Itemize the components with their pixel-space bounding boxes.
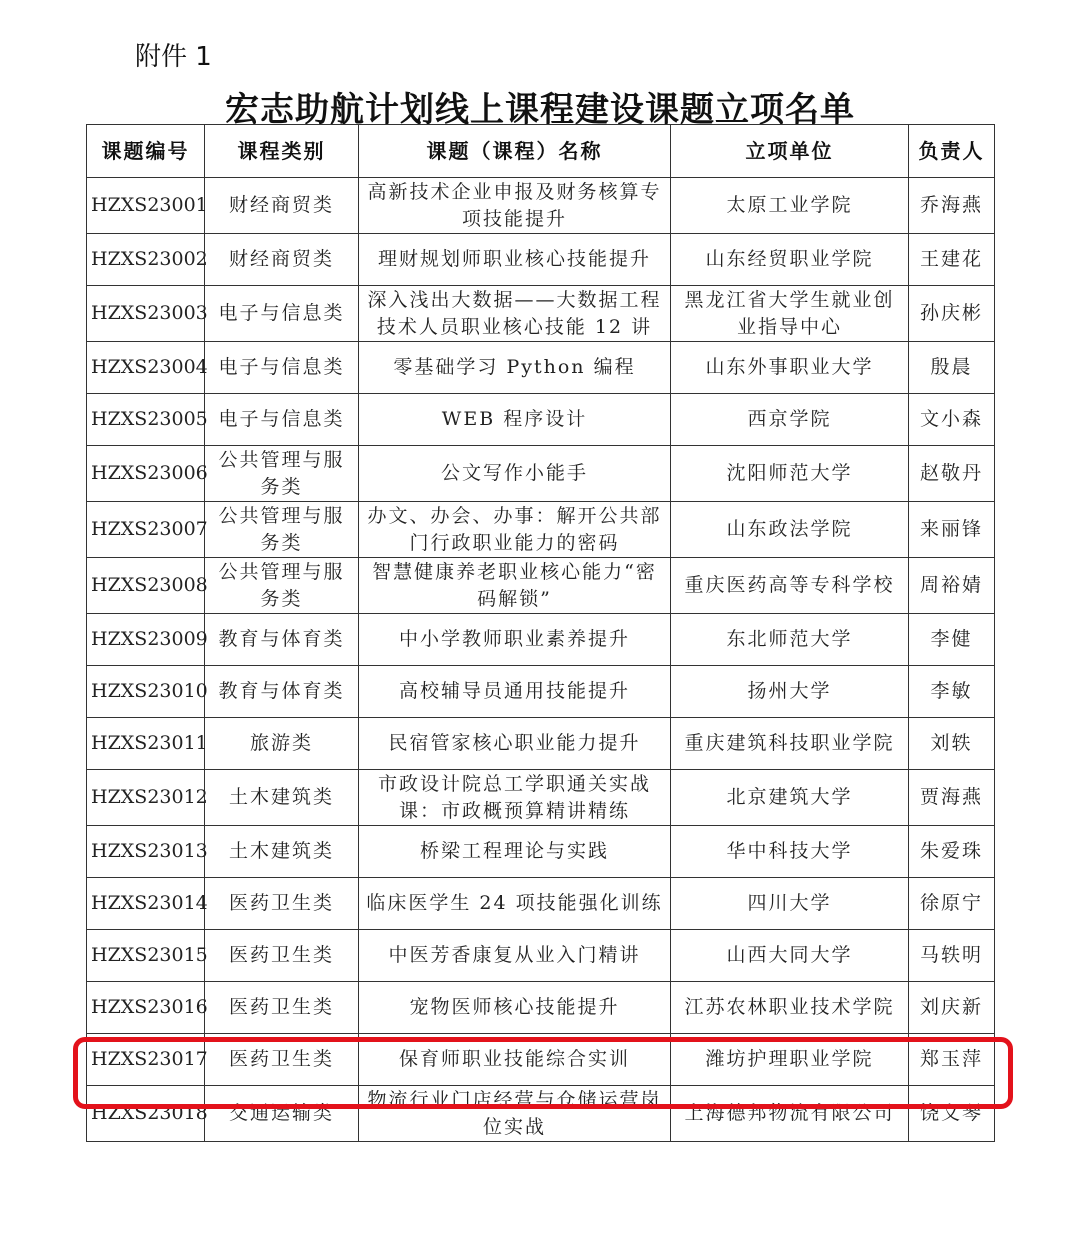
- cell-code: HZXS23013: [87, 826, 205, 878]
- header-person: 负责人: [909, 125, 995, 178]
- cell-unit: 华中科技大学: [671, 826, 909, 878]
- table-row: [87, 446, 995, 502]
- table-row: [87, 286, 995, 342]
- cell-unit: 扬州大学: [671, 666, 909, 718]
- cell-course: 市政设计院总工学职通关实战课：市政概预算精讲精练: [359, 770, 671, 826]
- table-row: [87, 982, 995, 1034]
- cell-person: 文小森: [909, 394, 995, 446]
- cell-unit: 重庆建筑科技职业学院: [671, 718, 909, 770]
- cell-person: 李敏: [909, 666, 995, 718]
- table-row: [87, 234, 995, 286]
- table-row: [87, 394, 995, 446]
- cell-course: 办文、办会、办事：解开公共部门行政职业能力的密码: [359, 502, 671, 558]
- cell-unit: 西京学院: [671, 394, 909, 446]
- cell-person: 郑玉萍: [909, 1034, 995, 1086]
- cell-person: 刘轶: [909, 718, 995, 770]
- cell-unit: 潍坊护理职业学院: [671, 1034, 909, 1086]
- cell-course: 保育师职业技能综合实训: [359, 1034, 671, 1086]
- cell-person: 乔海燕: [909, 178, 995, 234]
- cell-person: 刘庆新: [909, 982, 995, 1034]
- cell-unit: 沈阳师范大学: [671, 446, 909, 502]
- cell-person: 孙庆彬: [909, 286, 995, 342]
- cell-unit: 山西大同大学: [671, 930, 909, 982]
- cell-course: 理财规划师职业核心技能提升: [359, 234, 671, 286]
- cell-code: HZXS23006: [87, 446, 205, 502]
- header-category: 课程类别: [205, 125, 359, 178]
- cell-course: 中小学教师职业素养提升: [359, 614, 671, 666]
- cell-unit: 山东外事职业大学: [671, 342, 909, 394]
- cell-person: 饶文琴: [909, 1086, 995, 1142]
- table-row: [87, 614, 995, 666]
- cell-category: 交通运输类: [205, 1086, 359, 1142]
- cell-code: HZXS23009: [87, 614, 205, 666]
- cell-category: 财经商贸类: [205, 178, 359, 234]
- cell-course: WEB 程序设计: [359, 394, 671, 446]
- table-row: [87, 878, 995, 930]
- cell-code: HZXS23010: [87, 666, 205, 718]
- table-row: [87, 342, 995, 394]
- table-header-row: [87, 125, 995, 178]
- cell-code: HZXS23005: [87, 394, 205, 446]
- cell-code: HZXS23016: [87, 982, 205, 1034]
- cell-category: 公共管理与服务类: [205, 502, 359, 558]
- cell-course: 高校辅导员通用技能提升: [359, 666, 671, 718]
- project-list-table: [86, 124, 995, 1142]
- cell-code: HZXS23014: [87, 878, 205, 930]
- header-unit: 立项单位: [671, 125, 909, 178]
- cell-person: 来丽锋: [909, 502, 995, 558]
- cell-course: 高新技术企业申报及财务核算专项技能提升: [359, 178, 671, 234]
- cell-category: 土木建筑类: [205, 770, 359, 826]
- cell-category: 教育与体育类: [205, 614, 359, 666]
- cell-unit: 黑龙江省大学生就业创业指导中心: [671, 286, 909, 342]
- cell-category: 医药卫生类: [205, 982, 359, 1034]
- cell-unit: 四川大学: [671, 878, 909, 930]
- cell-code: HZXS23004: [87, 342, 205, 394]
- cell-course: 深入浅出大数据——大数据工程技术人员职业核心技能 12 讲: [359, 286, 671, 342]
- cell-person: 马轶明: [909, 930, 995, 982]
- table-row: [87, 502, 995, 558]
- cell-category: 教育与体育类: [205, 666, 359, 718]
- cell-course: 零基础学习 Python 编程: [359, 342, 671, 394]
- cell-course: 民宿管家核心职业能力提升: [359, 718, 671, 770]
- header-code: 课题编号: [87, 125, 205, 178]
- header-course: 课题（课程）名称: [359, 125, 671, 178]
- table-row: [87, 558, 995, 614]
- cell-category: 财经商贸类: [205, 234, 359, 286]
- cell-code: HZXS23007: [87, 502, 205, 558]
- cell-unit: 重庆医药高等专科学校: [671, 558, 909, 614]
- cell-person: 李健: [909, 614, 995, 666]
- cell-category: 医药卫生类: [205, 930, 359, 982]
- cell-unit: 山东政法学院: [671, 502, 909, 558]
- cell-course: 临床医学生 24 项技能强化训练: [359, 878, 671, 930]
- cell-unit: 东北师范大学: [671, 614, 909, 666]
- cell-category: 公共管理与服务类: [205, 446, 359, 502]
- cell-person: 徐原宁: [909, 878, 995, 930]
- cell-code: HZXS23011: [87, 718, 205, 770]
- table-row: [87, 770, 995, 826]
- cell-person: 周裕婧: [909, 558, 995, 614]
- attachment-label: 附件 1: [135, 42, 212, 72]
- cell-course: 宠物医师核心技能提升: [359, 982, 671, 1034]
- cell-code: HZXS23015: [87, 930, 205, 982]
- cell-category: 公共管理与服务类: [205, 558, 359, 614]
- cell-person: 殷晨: [909, 342, 995, 394]
- cell-code: HZXS23003: [87, 286, 205, 342]
- cell-category: 电子与信息类: [205, 394, 359, 446]
- highlight-annotation-box: [73, 1037, 1013, 1109]
- cell-course: 中医芳香康复从业入门精讲: [359, 930, 671, 982]
- cell-unit: 山东经贸职业学院: [671, 234, 909, 286]
- cell-code: HZXS23002: [87, 234, 205, 286]
- cell-unit: 太原工业学院: [671, 178, 909, 234]
- cell-course: 智慧健康养老职业核心能力“密码解锁”: [359, 558, 671, 614]
- cell-category: 电子与信息类: [205, 342, 359, 394]
- cell-course: 公文写作小能手: [359, 446, 671, 502]
- table-row: [87, 930, 995, 982]
- cell-code: HZXS23012: [87, 770, 205, 826]
- cell-category: 电子与信息类: [205, 286, 359, 342]
- cell-category: 旅游类: [205, 718, 359, 770]
- cell-category: 医药卫生类: [205, 878, 359, 930]
- cell-category: 土木建筑类: [205, 826, 359, 878]
- table-row: [87, 666, 995, 718]
- cell-person: 王建花: [909, 234, 995, 286]
- cell-category: 医药卫生类: [205, 1034, 359, 1086]
- cell-code: HZXS23018: [87, 1086, 205, 1142]
- cell-unit: 北京建筑大学: [671, 770, 909, 826]
- cell-code: HZXS23017: [87, 1034, 205, 1086]
- cell-person: 贾海燕: [909, 770, 995, 826]
- cell-person: 朱爱珠: [909, 826, 995, 878]
- cell-course: 物流行业门店经营与仓储运营岗位实战: [359, 1086, 671, 1142]
- table-row: [87, 826, 995, 878]
- table-row: [87, 178, 995, 234]
- cell-code: HZXS23008: [87, 558, 205, 614]
- cell-code: HZXS23001: [87, 178, 205, 234]
- cell-course: 桥梁工程理论与实践: [359, 826, 671, 878]
- table-row: [87, 718, 995, 770]
- page-title: 宏志助航计划线上课程建设课题立项名单: [225, 90, 855, 130]
- cell-person: 赵敬丹: [909, 446, 995, 502]
- cell-unit: 上海德邦物流有限公司: [671, 1086, 909, 1142]
- cell-unit: 江苏农林职业技术学院: [671, 982, 909, 1034]
